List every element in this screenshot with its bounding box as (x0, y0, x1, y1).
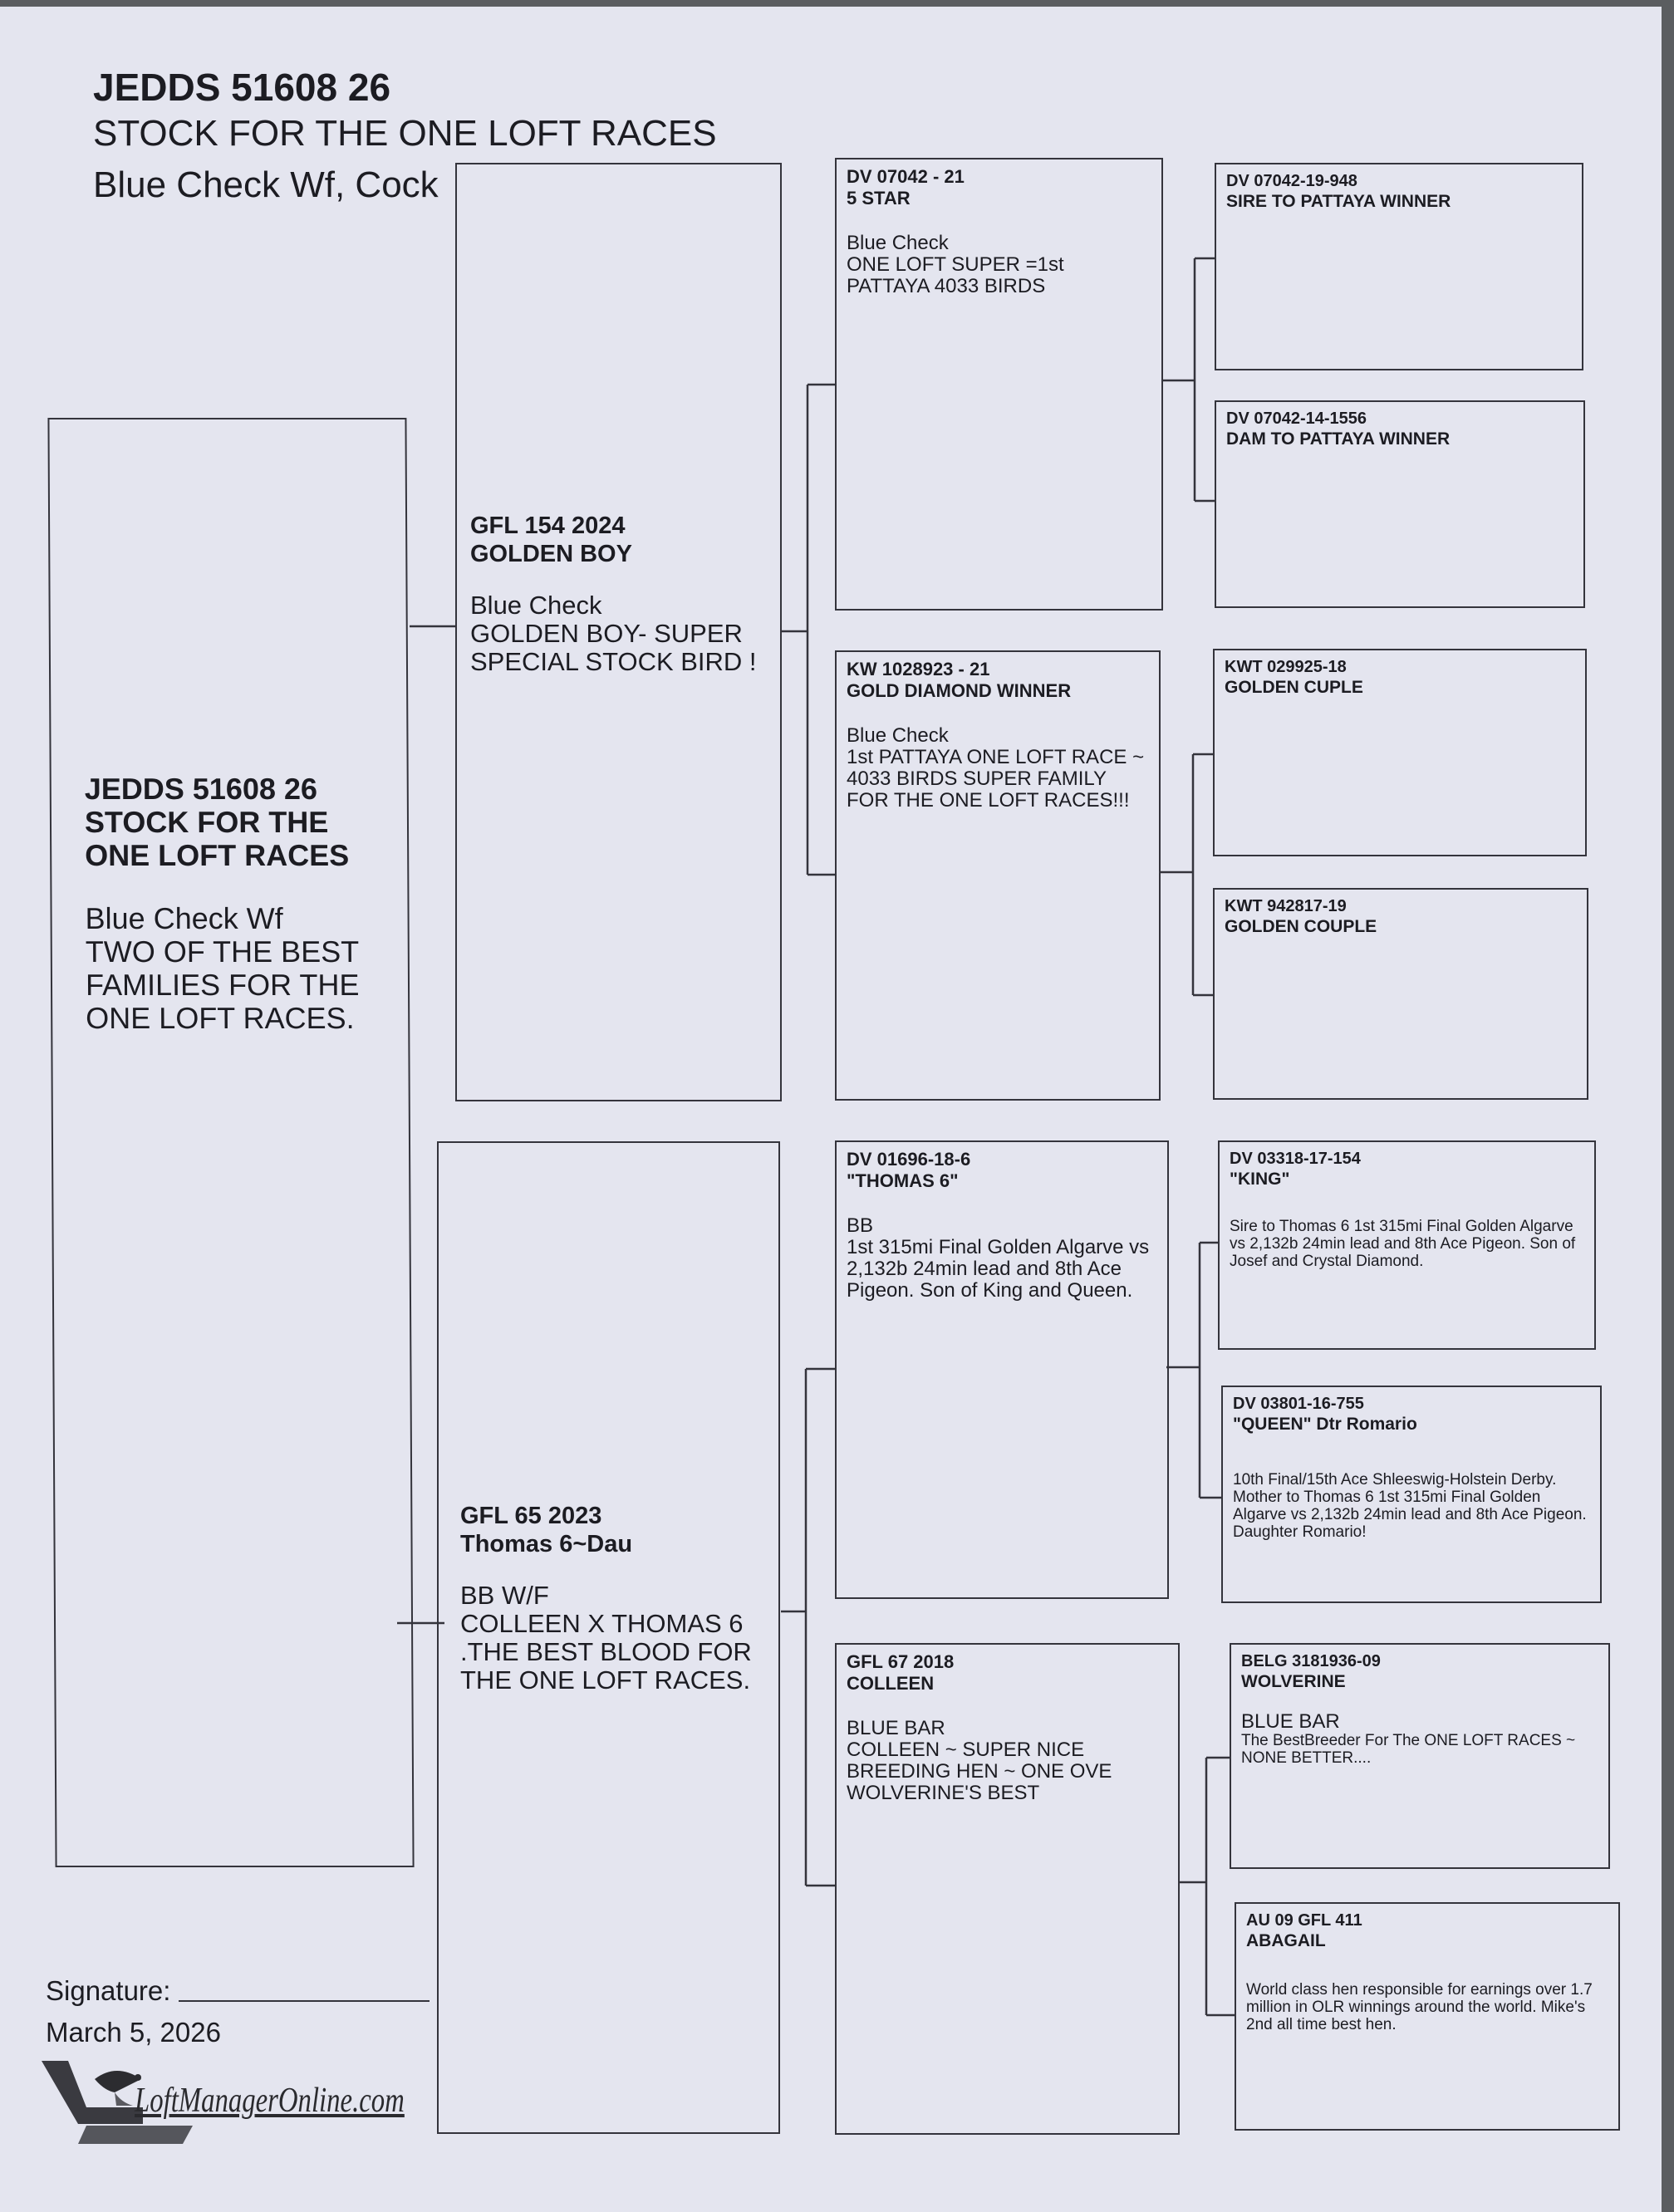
gg-box-7 (1230, 1643, 1610, 1869)
sire-dam-description: 1st PATTAYA ONE LOFT RACE ~ 4033 BIRDS SUPER FAMILY FOR THE ONE LOFT RACES!!! (847, 746, 1145, 812)
dam-band: GFL 65 2023 (460, 1503, 602, 1529)
gg-7-band: BELG 3181936-09 (1241, 1652, 1381, 1670)
gg-2-band: DV 07042-14-1556 (1226, 410, 1367, 428)
gg-7-name: WOLVERINE (1241, 1672, 1346, 1691)
subject-band: JEDDS 51608 26 (84, 772, 318, 806)
dam-dam-color: BLUE BAR (847, 1717, 945, 1739)
gg-5-band: DV 03318-17-154 (1230, 1150, 1361, 1168)
gg-box-5 (1218, 1140, 1596, 1350)
logo-text: LoftManagerOnline.com (135, 2082, 405, 2120)
gg-7-description: The BestBreeder For The ONE LOFT RACES ~ NONE BETTER.... (1241, 1732, 1576, 1767)
gg-3-band: KWT 029925-18 (1225, 658, 1347, 676)
gg-3-name: GOLDEN CUPLE (1225, 678, 1363, 697)
sire-sire-box (835, 158, 1163, 611)
header-color-sex: Blue Check Wf, Cock (93, 164, 439, 205)
subject-description: TWO OF THE BEST FAMILIES FOR THE ONE LOFT RACES. (85, 934, 360, 1035)
dam-description: COLLEEN X THOMAS 6 .THE BEST BLOOD FOR THE ONE LOFT RACES. (460, 1609, 752, 1695)
gg-box-3 (1213, 649, 1587, 856)
gg-6-description: 10th Final/15th Ace Shleeswig-Holstein Derby. Mother to Thomas 6 1st 315mi Final Golden Algarve vs 2,132b 24min lead and 8th Ace Pigeon. Daughter Romario! (1233, 1471, 1587, 1541)
sire-color: Blue Check (470, 591, 602, 620)
gg-6-name: "QUEEN" Dtr Romario (1233, 1415, 1417, 1434)
sire-sire-band: DV 07042 - 21 (847, 166, 965, 187)
dam-dam-band: GFL 67 2018 (847, 1651, 955, 1672)
dam-dam-box (835, 1643, 1180, 2135)
gg-5-description: Sire to Thomas 6 1st 315mi Final Golden Algarve vs 2,132b 24min lead and 8th Ace Pigeon. Son of Josef and Crystal Diamond. (1230, 1218, 1576, 1270)
dam-dam-description: COLLEEN ~ SUPER NICE BREEDING HEN ~ ONE OVE WOLVERINE'S BEST (847, 1739, 1112, 1804)
loftmanager-logo (35, 2054, 405, 2154)
dam-dam-name: COLLEEN (847, 1673, 935, 1694)
sire-box (455, 163, 782, 1101)
dam-name: Thomas 6~Dau (460, 1531, 633, 1557)
sire-dam-box (835, 650, 1161, 1101)
dam-sire-description: 1st 315mi Final Golden Algarve vs 2,132b 24min lead and 8th Ace Pigeon. Son of King and Queen. (847, 1236, 1150, 1302)
gg-4-band: KWT 942817-19 (1225, 897, 1347, 915)
gg-8-name: ABAGAIL (1246, 1931, 1326, 1950)
sire-dam-band: KW 1028923 - 21 (847, 659, 990, 679)
gg-box-4 (1213, 888, 1588, 1100)
sire-sire-color: Blue Check (847, 232, 949, 254)
gg-box-2 (1215, 400, 1585, 608)
sire-band: GFL 154 2024 (470, 513, 626, 539)
signature-line (179, 2000, 430, 2002)
gg-6-band: DV 03801-16-755 (1233, 1395, 1364, 1413)
gg-4-name: GOLDEN COUPLE (1225, 917, 1377, 936)
gg-box-6 (1221, 1386, 1602, 1603)
dam-sire-box (835, 1140, 1169, 1599)
subject-color: Blue Check Wf (85, 901, 283, 935)
gg-2-name: DAM TO PATTAYA WINNER (1226, 429, 1451, 449)
dam-sire-band: DV 01696-18-6 (847, 1149, 971, 1170)
gg-8-band: AU 09 GFL 411 (1246, 1911, 1362, 1930)
dam-color: BB W/F (460, 1581, 549, 1610)
print-date: March 5, 2026 (46, 2017, 221, 2048)
sire-sire-name: 5 STAR (847, 188, 911, 208)
subject-box (47, 418, 414, 1867)
subject-name: STOCK FOR THE ONE LOFT RACES (84, 805, 350, 872)
sire-dam-color: Blue Check (847, 724, 949, 747)
dam-box (437, 1141, 780, 2134)
gg-7-color: BLUE BAR (1241, 1710, 1340, 1733)
gg-1-name: SIRE TO PATTAYA WINNER (1226, 192, 1451, 211)
header-subtitle: STOCK FOR THE ONE LOFT RACES (93, 113, 717, 154)
gg-8-description: World class hen responsible for earnings over 1.7 million in OLR winnings around the world. Mike's 2nd all time best hen. (1246, 1981, 1593, 2033)
gg-1-band: DV 07042-19-948 (1226, 172, 1357, 190)
signature-label: Signature: (46, 1975, 171, 2006)
sire-name: GOLDEN BOY (470, 541, 632, 567)
dam-sire-name: "THOMAS 6" (847, 1170, 959, 1191)
sire-sire-description: ONE LOFT SUPER =1st PATTAYA 4033 BIRDS (847, 253, 1064, 297)
sire-description: GOLDEN BOY- SUPER SPECIAL STOCK BIRD ! (470, 619, 757, 676)
pedigree-sheet (0, 7, 1662, 2212)
header-band: JEDDS 51608 26 (93, 66, 391, 109)
sire-dam-name: GOLD DIAMOND WINNER (847, 680, 1072, 701)
gg-box-8 (1235, 1902, 1620, 2131)
dam-sire-color: BB (847, 1214, 874, 1237)
gg-box-1 (1215, 163, 1583, 370)
gg-5-name: "KING" (1230, 1170, 1290, 1189)
